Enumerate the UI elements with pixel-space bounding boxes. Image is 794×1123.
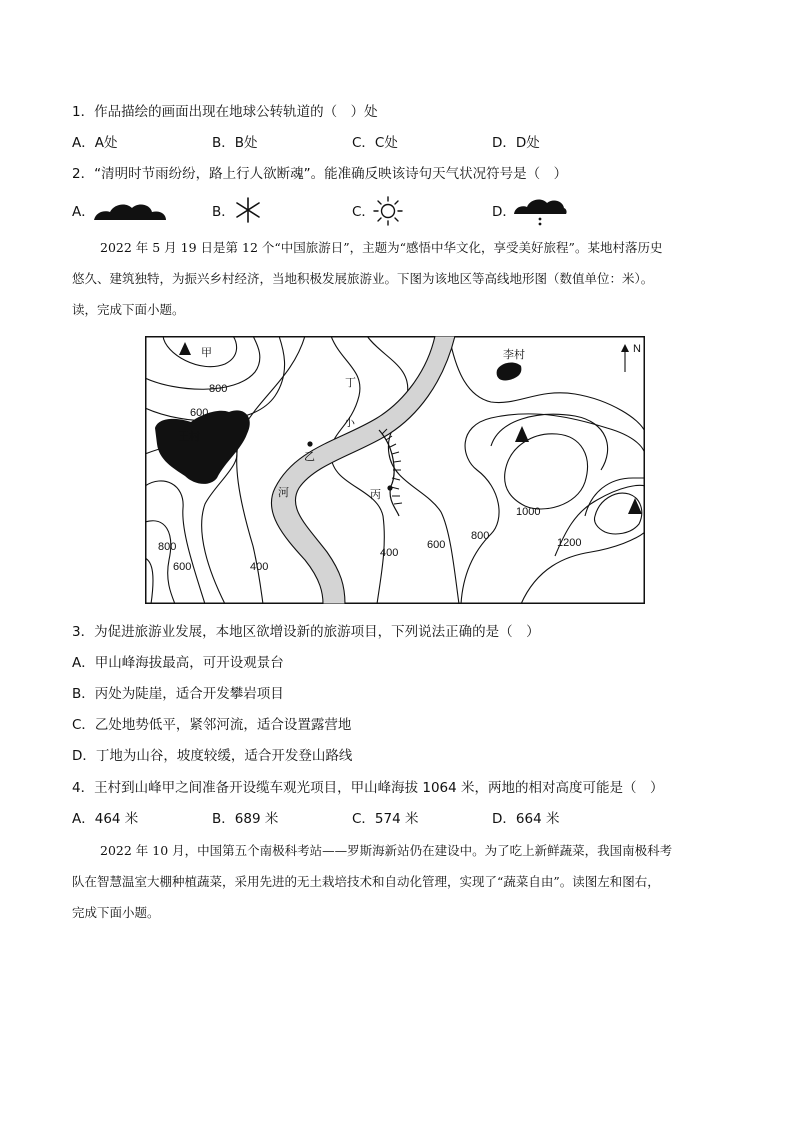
map-label-ding: 丁 xyxy=(345,377,356,389)
q3-option-b[interactable]: B．丙处为陡崖，适合开发攀岩项目 xyxy=(72,686,284,702)
point-yi xyxy=(307,441,312,446)
question-3-stem: 3．为促进旅游业发展，本地区欲增设新的旅游项目，下列说法正确的是（ ） xyxy=(72,624,540,640)
q2-option-a[interactable]: A． xyxy=(72,204,95,220)
map-label-jia: 甲 xyxy=(201,347,212,359)
contour-label-800: 800 xyxy=(158,541,177,553)
contour-label-600: 600 xyxy=(427,539,446,551)
q3-option-a[interactable]: A．甲山峰海拔最高，可开设观景台 xyxy=(72,655,284,671)
snowflake-icon xyxy=(232,195,264,225)
contour-label-1200: 1200 xyxy=(557,537,582,549)
map-label-xiao: 小 xyxy=(344,417,355,429)
q4-option-d[interactable]: D．664 米 xyxy=(492,811,560,827)
q1-option-c[interactable]: C．C处 xyxy=(352,135,398,151)
question-4-stem: 4．王村到山峰甲之间准备开设缆车观光项目，甲山峰海拔 1064 米，两地的相对高度可能是（ ） xyxy=(72,780,664,796)
map-label-he: 河 xyxy=(278,487,289,499)
q1-option-d[interactable]: D．D处 xyxy=(492,135,540,151)
passage-1-line-2: 悠久、建筑独特，为振兴乡村经济，当地积极发展旅游业。下图为该地区等高线地形图（数值单位：米）。 xyxy=(72,271,654,286)
contour-label-600: 600 xyxy=(173,561,192,573)
q1-option-b[interactable]: B．B处 xyxy=(212,135,258,151)
passage-1-line-1: 2022 年 5 月 19 日是第 12 个“中国旅游日”，主题为“感悟中华文化，享受美好旅程”。某地村落历史 xyxy=(100,240,663,255)
contour-label-800: 800 xyxy=(471,530,490,542)
q2-option-d[interactable]: D． xyxy=(492,204,516,220)
map-label-yi: 乙 xyxy=(304,451,315,463)
passage-2-line-1: 2022 年 10 月，中国第五个南极科考站——罗斯海新站仍在建设中。为了吃上新鲜蔬菜，我国南极科考 xyxy=(100,843,673,858)
map-label-bing: 丙 xyxy=(370,489,381,501)
map-label-licun: 李村 xyxy=(503,349,525,361)
contour-label-600: 600 xyxy=(190,407,209,419)
overcast-cloud-icon xyxy=(92,198,168,224)
contour-label-400: 400 xyxy=(250,561,269,573)
question-1-stem: 1．作品描绘的画面出现在地球公转轨道的（ ）处 xyxy=(72,104,378,120)
light-rain-cloud-icon xyxy=(512,194,568,226)
point-bing xyxy=(387,485,392,490)
contour-label-800: 800 xyxy=(209,383,228,395)
contour-label-1000: 1000 xyxy=(516,506,541,518)
contour-label-400: 400 xyxy=(380,547,399,559)
q2-option-b[interactable]: B． xyxy=(212,204,235,220)
question-2-stem: 2．“清明时节雨纷纷，路上行人欲断魂”。能准确反映该诗句天气状况符号是（ ） xyxy=(72,166,568,182)
contour-map xyxy=(145,336,645,604)
q4-option-a[interactable]: A．464 米 xyxy=(72,811,139,827)
q2-option-c[interactable]: C． xyxy=(352,204,375,220)
map-label-wangcun: 王村 xyxy=(178,431,200,443)
passage-2-line-3: 完成下面小题。 xyxy=(72,905,160,920)
passage-1-line-3: 读，完成下面小题。 xyxy=(72,302,185,317)
q3-option-c[interactable]: C．乙处地势低平，紧邻河流，适合设置露营地 xyxy=(72,717,352,733)
sun-icon xyxy=(372,195,404,227)
q1-option-a[interactable]: A．A处 xyxy=(72,135,118,151)
q4-option-b[interactable]: B．689 米 xyxy=(212,811,279,827)
passage-2-line-2: 队在智慧温室大棚种植蔬菜，采用先进的无土栽培技术和自动化管理，实现了“蔬菜自由”。读图左和图右， xyxy=(72,874,660,889)
map-label-north: N xyxy=(633,343,641,355)
q4-option-c[interactable]: C．574 米 xyxy=(352,811,419,827)
q3-option-d[interactable]: D．丁地为山谷，坡度较缓，适合开发登山路线 xyxy=(72,748,353,764)
